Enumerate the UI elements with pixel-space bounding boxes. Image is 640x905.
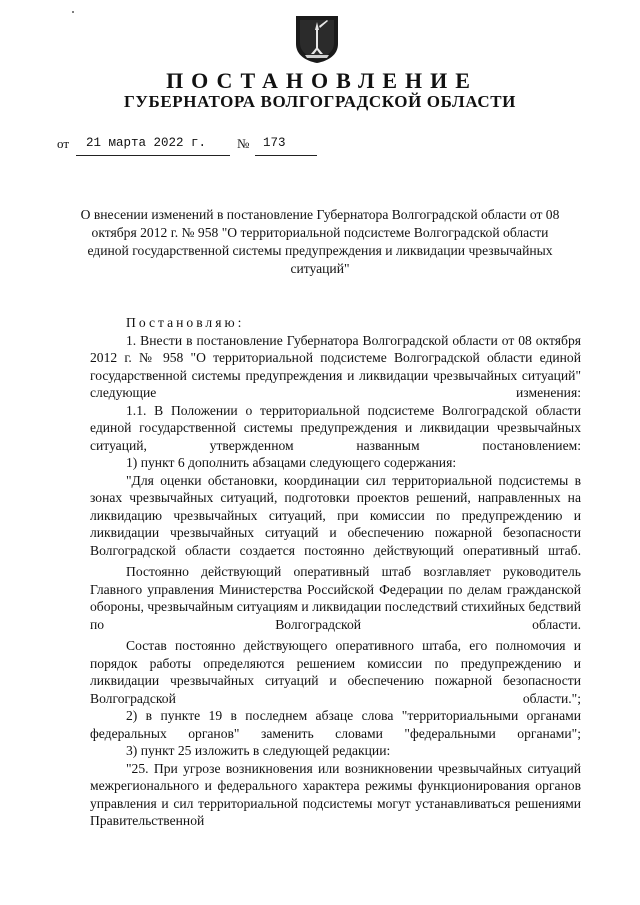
decree-body (90, 314, 581, 830)
body-paragraph: 1. Внести в постановление Губернатора Волгоградской области от 08 октября 2012 г. № 958 "О территориальной подсистеме Волгоградской области единой государственной системы предупреждения и ликвидации чрезвычайных ситуаций" следующие изменения: (90, 332, 581, 400)
body-paragraph: "Для оценки обстановки, координации сил территориальной подсистемы в зонах чрезвычайных ситуаций, подготовки проектов решений, направленных на ликвидацию чрезвычайных ситуаций, при комиссии по предупреждению и ликвидации чрезвычайных ситуаций и обеспечению пожарной безопасности Волгоградской области создается постоянно действующий оперативный штаб. (90, 472, 581, 558)
decree-date: 21 марта 2022 г. (76, 136, 230, 156)
decree-subject: О внесении изменений в постановление Губернатора Волгоградской области от 08 октября 2012 г. № 958 "О территориальной подсистеме Волгоградской области единой государственной системы предупреждения и ликвидации чрезвычайных ситуаций" (80, 207, 560, 276)
document-title: ПОСТАНОВЛЕНИЕ (166, 68, 478, 93)
body-paragraph-resolve: Постановляю: (126, 315, 245, 330)
number-label: № (237, 136, 250, 151)
decree-number: 173 (255, 136, 317, 156)
body-paragraph: Состав постоянно действующего оперативного штаба, его полномочия и порядок работы определяются решением комиссии по предупреждению и ликвидации чрезвычайных ситуаций и обеспечению пожарной безопасности Волгоградской области."; (90, 638, 581, 706)
body-paragraph: 1.1. В Положении о территориальной подсистеме Волгоградской области единой государственной системы предупреждения и ликвидации чрезвычайных ситуаций, утвержденном названным постановлением: (90, 402, 581, 453)
coat-of-arms-icon (293, 14, 341, 64)
scan-speck (72, 11, 74, 13)
body-paragraph: Постоянно действующий оперативный штаб возглавляет руководитель Главного управления Министерства Российской Федерации по делам гражданской обороны, чрезвычайным ситуациям и ликвидации последствий стихийных бедствий по Волгоградской области. (90, 564, 581, 632)
body-paragraph: "25. При угрозе возникновения или возникновении чрезвычайных ситуаций межрегионального и федерального характера режимы функционирования органов управления и сил территориальной подсистемы могут устанавливаться решениями Правительственной (90, 760, 581, 828)
body-paragraph: 3) пункт 25 изложить в следующей редакции: (126, 743, 391, 758)
date-label: от (57, 136, 70, 151)
body-paragraph: 1) пункт 6 дополнить абзацами следующего содержания: (126, 455, 457, 470)
body-paragraph: 2) в пункте 19 в последнем абзаце слова "территориальными органами федеральных органов" заменить словами "федеральными органами"; (90, 708, 581, 741)
issuer-title: ГУБЕРНАТОРА ВОЛГОГРАДСКОЙ ОБЛАСТИ (124, 92, 516, 111)
